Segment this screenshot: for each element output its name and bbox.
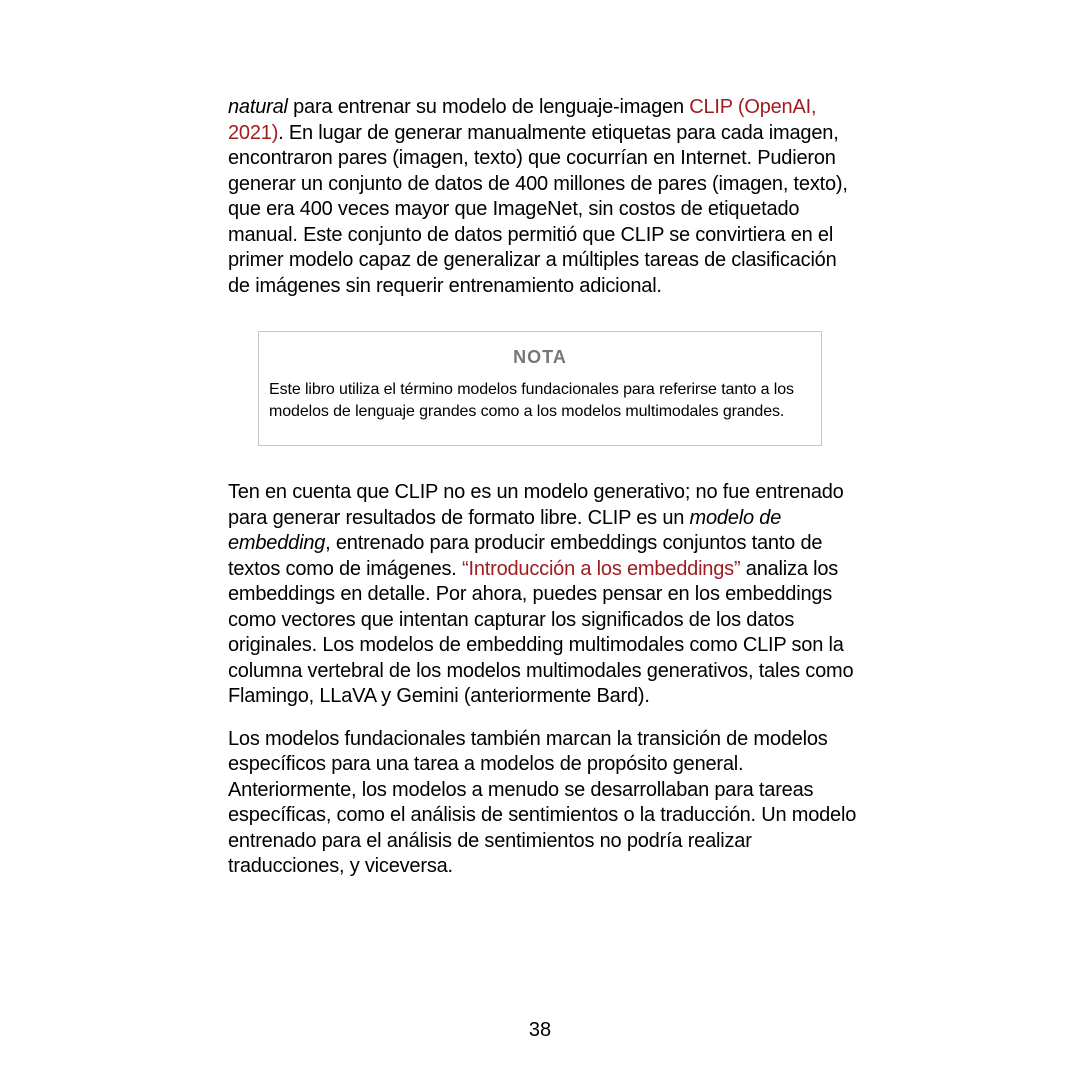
- page-number: 38: [528, 1019, 552, 1041]
- note-body-text: Este libro utiliza el término modelos fundacionales para referirse tanto a los modelos de lenguaje grandes como a los modelos multimodales grandes.: [269, 381, 794, 420]
- paragraph-3: [228, 727, 860, 880]
- note-box: [258, 331, 822, 446]
- text-run: . En lugar de generar manualmente etiquetas para cada imagen, encontraron pares (imagen, texto) que cocurrían en Internet. Pudieron generar un conjunto de datos de 400 millones de pares (imagen, texto), que era 400 veces mayor que ImageNet, sin costos de etiquetado manual. Este conjunto de datos permitió que CLIP se convirtiera en el primer modelo capaz de generalizar a múltiples tareas de clasificación de imágenes sin requerir entrenamiento adicional.: [228, 121, 848, 297]
- note-title: NOTA: [513, 347, 567, 367]
- text-run: Ten en cuenta que CLIP no es un modelo generativo; no fue entrenado para generar resultados de formato libre. CLIP es un: [228, 481, 844, 529]
- text-run: para entrenar su modelo de lenguaje-imagen: [287, 96, 690, 118]
- text-run: , entrenado para producir embeddings conjuntos tanto de textos como de imágenes.: [228, 532, 823, 580]
- link-introduccion-a-los-embeddings[interactable]: “Introducción a los embeddings”: [462, 557, 741, 580]
- italic-term-modelo-de-embedding: modelo de embedding: [228, 506, 782, 554]
- link-clip-openai-2021[interactable]: CLIP (OpenAI, 2021): [228, 96, 817, 144]
- paragraph-2: [228, 480, 860, 710]
- text-run: Los modelos fundacionales también marcan la transición de modelos específicos para una tarea a modelos de propósito general. Anteriormente, los modelos a menudo se desarrollaban para tareas específicas, como el análisis de sentimientos o la traducción. Un modelo entrenado para el análisis de sentimientos no podría realizar traducciones, y viceversa.: [228, 727, 857, 877]
- page-content: [228, 95, 860, 880]
- text-run: analiza los embeddings en detalle. Por ahora, puedes pensar en los embeddings como vectores que intentan capturar los significados de los datos originales. Los modelos de embedding multimodales como CLIP son la columna vertebral de los modelos multimodales generativos, tales como Flamingo, LLaVA y Gemini (anteriormente Bard).: [228, 557, 854, 707]
- italic-term-natural: natural: [228, 96, 288, 118]
- paragraph-1: [228, 95, 860, 299]
